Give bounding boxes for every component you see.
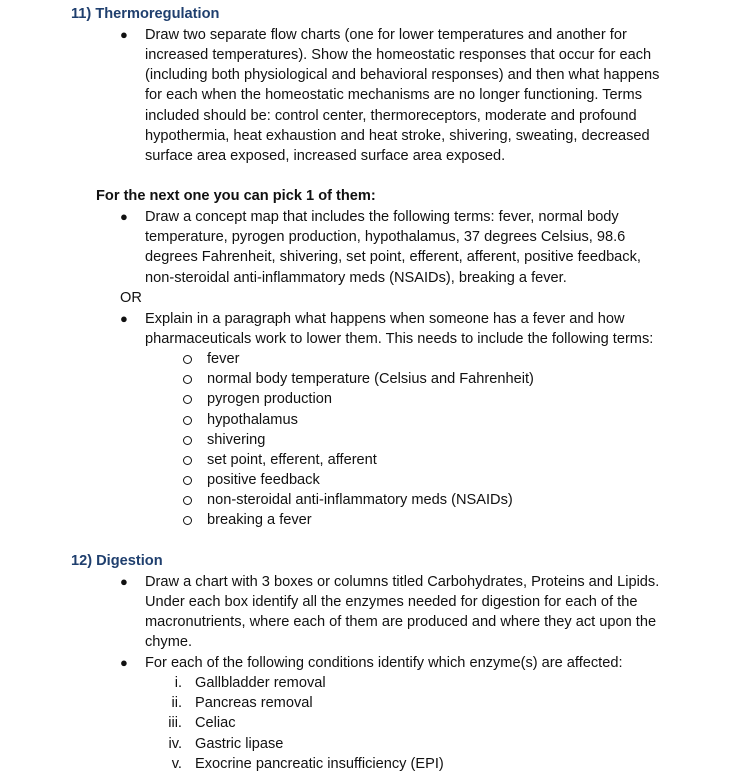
s11-bullet3-line-2: pharmaceuticals work to lower them. This needs to include the following terms: — [145, 331, 654, 347]
condition-numeral: i. — [174, 675, 182, 691]
condition-item: Pancreas removal — [195, 695, 313, 711]
sub-bullet-circle — [183, 496, 192, 505]
s11-bullet1-line-2: increased temperatures). Show the homeostatic responses that occur for each — [145, 47, 652, 63]
s11-bullet2-line-3: degrees Fahrenheit, shivering, set point, efferent, afferent, positive feedback, — [145, 249, 641, 265]
bullet-marker: ● — [120, 27, 128, 42]
sub-bullet-circle — [183, 476, 192, 485]
bullet-marker: ● — [120, 655, 128, 670]
section-12-heading: 12) Digestion — [71, 553, 163, 569]
condition-numeral: v. — [171, 756, 182, 772]
sub-bullet-circle — [183, 416, 192, 425]
bullet-marker: ● — [120, 209, 128, 224]
s12-bullet2-line-1: For each of the following conditions identify which enzyme(s) are affected: — [145, 655, 623, 671]
term-item: hypothalamus — [207, 412, 298, 428]
bullet-marker: ● — [120, 311, 128, 326]
s11-bullet1-line-6: hypothermia, heat exhaustion and heat stroke, shivering, sweating, decreased — [145, 128, 650, 144]
sub-bullet-circle — [183, 516, 192, 525]
s11-bullet1-line-4: for each when the homeostatic mechanisms are no longer functioning. Terms — [145, 87, 642, 103]
term-item: shivering — [207, 432, 266, 448]
s11-bullet1-line-5: included should be: control center, thermoreceptors, moderate and profound — [145, 108, 637, 124]
condition-item: Gastric lipase — [195, 736, 284, 752]
pick-one-heading: For the next one you can pick 1 of them: — [96, 188, 376, 204]
s11-bullet2-line-4: non-steroidal anti-inflammatory meds (NSAIDs), breaking a fever. — [145, 270, 567, 286]
s11-bullet2-line-2: temperature, pyrogen production, hypothalamus, 37 degrees Celsius, 98.6 — [145, 229, 626, 245]
term-item: breaking a fever — [207, 512, 312, 528]
condition-numeral: iii. — [168, 715, 182, 731]
term-item: set point, efferent, afferent — [207, 452, 377, 468]
bullet-marker: ● — [120, 574, 128, 589]
condition-item: Exocrine pancreatic insufficiency (EPI) — [195, 756, 444, 772]
sub-bullet-circle — [183, 436, 192, 445]
s11-bullet1-line-3: (including both physiological and behavioral responses) and then what happens — [145, 67, 660, 83]
s11-bullet2-line-1: Draw a concept map that includes the following terms: fever, normal body — [145, 209, 619, 225]
term-item: positive feedback — [207, 472, 320, 488]
s11-bullet1-line-1: Draw two separate flow charts (one for lower temperatures and another for — [145, 27, 627, 43]
s12-bullet1-line-1: Draw a chart with 3 boxes or columns titled Carbohydrates, Proteins and Lipids. — [145, 574, 660, 590]
s11-bullet3-line-1: Explain in a paragraph what happens when someone has a fever and how — [145, 311, 625, 327]
sub-bullet-circle — [183, 395, 192, 404]
s12-bullet1-line-2: Under each box identify all the enzymes needed for digestion for each of the — [145, 594, 638, 610]
condition-item: Celiac — [195, 715, 236, 731]
term-item: pyrogen production — [207, 391, 332, 407]
or-label: OR — [120, 290, 142, 306]
s12-bullet1-line-4: chyme. — [145, 634, 193, 650]
s11-bullet1-line-7: surface area exposed, increased surface area exposed. — [145, 148, 506, 164]
term-item: fever — [207, 351, 240, 367]
condition-item: Gallbladder removal — [195, 675, 326, 691]
sub-bullet-circle — [183, 355, 192, 364]
sub-bullet-circle — [183, 375, 192, 384]
condition-numeral: ii. — [171, 695, 182, 711]
term-item: non-steroidal anti-inflammatory meds (NSAIDs) — [207, 492, 513, 508]
term-item: normal body temperature (Celsius and Fahrenheit) — [207, 371, 534, 387]
s12-bullet1-line-3: macronutrients, where each of them are produced and where they act upon the — [145, 614, 657, 630]
sub-bullet-circle — [183, 456, 192, 465]
condition-numeral: iv. — [168, 736, 182, 752]
section-11-heading: 11) Thermoregulation — [71, 6, 220, 22]
